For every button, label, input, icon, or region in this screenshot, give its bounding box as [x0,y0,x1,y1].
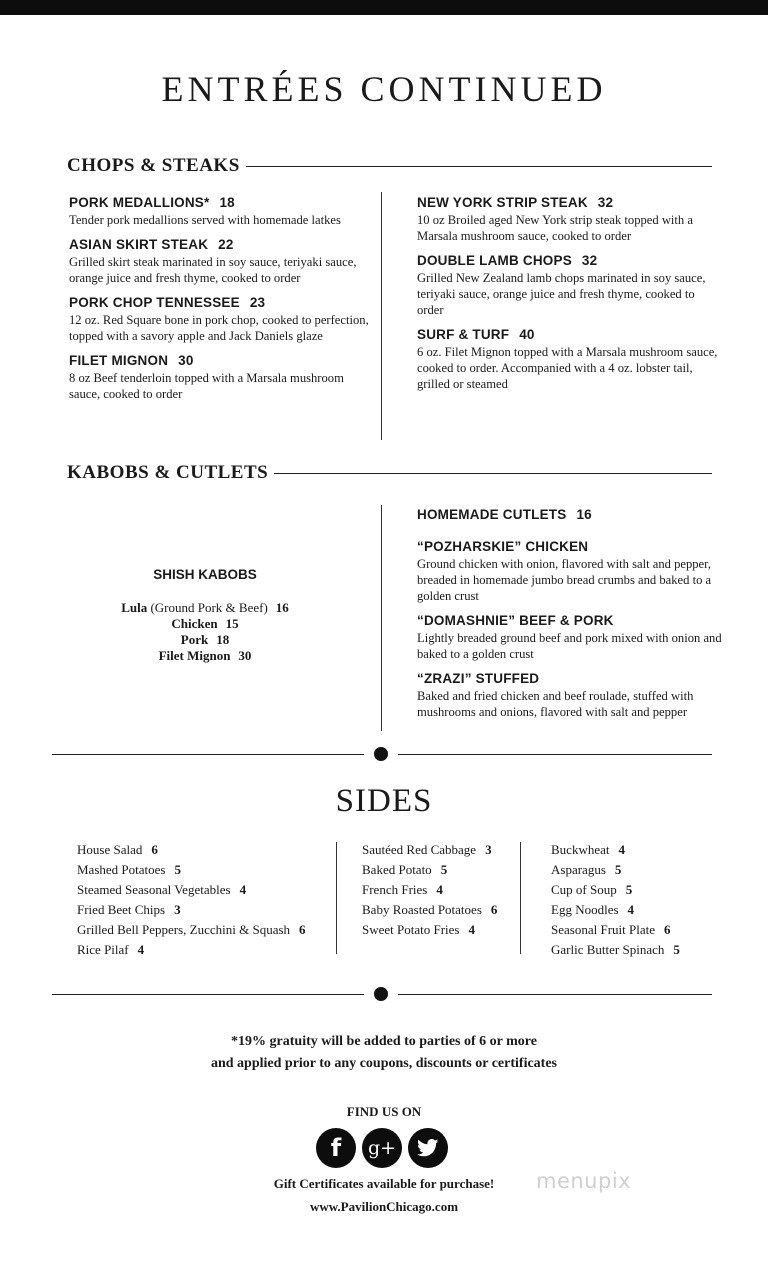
list-item [551,920,731,940]
side-price: 5 [625,882,633,897]
item-name: SURF & TURF [417,327,510,342]
side-price: 4 [436,882,443,897]
menu-item [69,194,374,228]
column-divider [336,842,337,954]
side-name: Baby Roasted Potatoes [362,902,482,917]
side-name: Fried Beet Chips [77,902,166,917]
side-name: House Salad [77,842,143,857]
menu-item [417,252,722,318]
google-plus-icon: g+ [367,1137,397,1159]
side-name: Egg Noodles [551,902,619,917]
find-us-label: FIND US ON [346,1104,422,1119]
item-price: 23 [249,295,266,310]
menu-item [69,236,374,286]
side-name: Sweet Potato Fries [362,922,460,937]
sides-heading: SIDES [335,783,433,819]
sides-column-1 [77,840,327,960]
menu-item [417,506,722,524]
list-item [77,860,327,880]
ornament-rule-right [398,754,712,755]
item-description: Ground chicken with onion, flavored with salt and pepper, breaded in homemade jumbo bread crumbs and baked to a golden crust [417,557,712,603]
kabob-name: Pork [180,632,209,647]
list-item [362,880,522,900]
item-description: Grilled skirt steak marinated in soy sauce, teriyaki sauce, orange juice and fresh thyme, cooked to order [69,255,357,285]
side-price: 6 [490,902,498,917]
ornament-dot [374,747,388,761]
item-description: Baked and fried chicken and beef roulade, stuffed with mushrooms and onions, flavored with salt and pepper [417,689,694,719]
chops-steaks-heading-text: CHOPS & STEAKS [67,155,240,176]
side-price: 3 [174,902,181,917]
item-name: HOMEMADE CUTLETS [417,507,567,522]
page-title: ENTRÉES CONTINUED [161,69,607,109]
kabob-price: 18 [216,632,230,647]
sides-column-3 [551,840,731,960]
column-divider [520,842,521,954]
menu-item [417,612,722,662]
menu-item [417,194,722,244]
side-name: Cup of Soup [551,882,617,897]
list-item [551,840,731,860]
list-item [95,648,315,664]
shish-kabobs-list [95,600,315,664]
list-item [95,600,315,616]
item-name: “POZHARSKIE” CHICKEN [417,539,589,554]
kabob-note: (Ground Pork & Beef) [150,600,268,615]
item-price: 32 [597,195,614,210]
list-item [77,940,327,960]
item-name: PORK MEDALLIONS* [69,195,210,210]
item-description: Grilled New Zealand lamb chops marinated in soy sauce, teriyaki sauce, orange juice and fresh thyme, cooked to order [417,271,706,317]
kabob-name: Lula [121,600,148,615]
twitter-icon [417,1139,439,1157]
side-price: 4 [618,842,625,857]
top-black-bar [0,0,768,15]
item-description: 6 oz. Filet Mignon topped with a Marsala mushroom sauce, cooked to order. Accompanied with a 4 oz. lobster tail, grilled or steamed [417,345,718,391]
twitter-button[interactable] [408,1128,448,1168]
side-name: Rice Pilaf [77,942,129,957]
side-price: 5 [174,862,181,877]
item-description: 10 oz Broiled aged New York strip steak topped with a Marsala mushroom sauce, cooked to order [417,213,693,243]
side-price: 6 [151,842,158,857]
side-price: 3 [485,842,492,857]
chops-steaks-heading [67,155,712,177]
ornament-rule-left [52,754,364,755]
watermark: menupix [536,1169,632,1193]
side-price: 4 [627,902,635,917]
side-price: 5 [614,862,622,877]
list-item [551,900,731,920]
ornament-dot [374,987,388,1001]
item-description: 12 oz. Red Square bone in pork chop, cooked to perfection, topped with a savory apple and Jack Daniels glaze [69,313,369,343]
list-item [77,900,327,920]
item-name: DOUBLE LAMB CHOPS [417,253,572,268]
column-divider [381,505,382,731]
side-name: French Fries [362,882,428,897]
side-name: Sautéed Red Cabbage [362,842,477,857]
item-name: FILET MIGNON [69,353,169,368]
item-name: ASIAN SKIRT STEAK [69,237,209,252]
side-price: 4 [468,922,475,937]
chops-left-column [69,194,374,410]
item-price: 18 [219,195,235,210]
side-name: Garlic Butter Spinach [551,942,665,957]
shish-kabobs-title: SHISH KABOBS [153,567,257,582]
list-item [77,920,327,940]
side-price: 5 [673,942,680,957]
side-name: Mashed Potatoes [77,862,166,877]
item-price: 30 [178,353,194,368]
list-item [362,900,522,920]
website-link[interactable]: www.PavilionChicago.com [309,1199,459,1214]
google-plus-button[interactable] [362,1128,402,1168]
list-item [551,940,731,960]
item-name: PORK CHOP TENNESSEE [69,295,240,310]
kabob-name: Chicken [171,616,218,631]
facebook-icon: f [330,1134,342,1162]
item-description: 8 oz Beef tenderloin topped with a Marsala mushroom sauce, cooked to order [69,371,344,401]
side-name: Baked Potato [362,862,432,877]
list-item [362,920,522,940]
menu-item [417,538,722,604]
list-item [551,880,731,900]
item-description: Lightly breaded ground beef and pork mixed with onion and baked to a golden crust [417,631,722,661]
kabob-price: 16 [275,600,289,615]
kabobs-cutlets-heading-text: KABOBS & CUTLETS [67,462,269,483]
list-item [362,860,522,880]
kabob-price: 15 [225,616,239,631]
item-description: Tender pork medallions served with homemade latkes [69,213,341,227]
item-name: NEW YORK STRIP STEAK [417,195,588,210]
item-price: 40 [519,327,535,342]
side-price: 6 [299,922,306,937]
item-price: 16 [576,507,592,522]
list-item [95,616,315,632]
sides-column-2 [362,840,522,940]
list-item [551,860,731,880]
heading-rule [246,166,712,167]
gratuity-note [0,1031,768,1075]
menu-item [69,294,374,344]
facebook-button[interactable] [316,1128,356,1168]
chops-right-column [417,194,722,400]
ornament-rule-left [52,994,364,995]
list-item [95,632,315,648]
column-divider [381,192,382,440]
heading-rule [274,473,712,474]
kabob-price: 30 [238,648,252,663]
menu-item [417,326,722,392]
side-price: 5 [440,862,448,877]
side-price: 4 [239,882,247,897]
kabob-name: Filet Mignon [158,648,231,663]
side-name: Grilled Bell Peppers, Zucchini & Squash [77,922,291,937]
cutlets-column [417,506,722,728]
ornament-rule-right [398,994,712,995]
side-price: 4 [137,942,145,957]
list-item [77,880,327,900]
item-price: 22 [218,237,234,252]
gratuity-line-1: *19% gratuity will be added to parties of 6 or more [231,1034,537,1049]
menu-item [69,352,374,402]
item-price: 32 [581,253,598,268]
side-name: Asparagus [551,862,606,877]
menu-item [417,670,722,720]
item-name: “ZRAZI” STUFFED [417,671,540,686]
list-item [362,840,522,860]
side-name: Steamed Seasonal Vegetables [77,882,231,897]
kabobs-cutlets-heading [67,462,712,484]
item-name: “DOMASHNIE” BEEF & PORK [417,613,614,628]
side-price: 6 [664,922,671,937]
gratuity-line-2: and applied prior to any coupons, discounts or certificates [210,1056,557,1071]
side-name: Buckwheat [551,842,610,857]
list-item [77,840,327,860]
side-name: Seasonal Fruit Plate [551,922,655,937]
gift-certificates-note: Gift Certificates available for purchase! [273,1176,495,1191]
